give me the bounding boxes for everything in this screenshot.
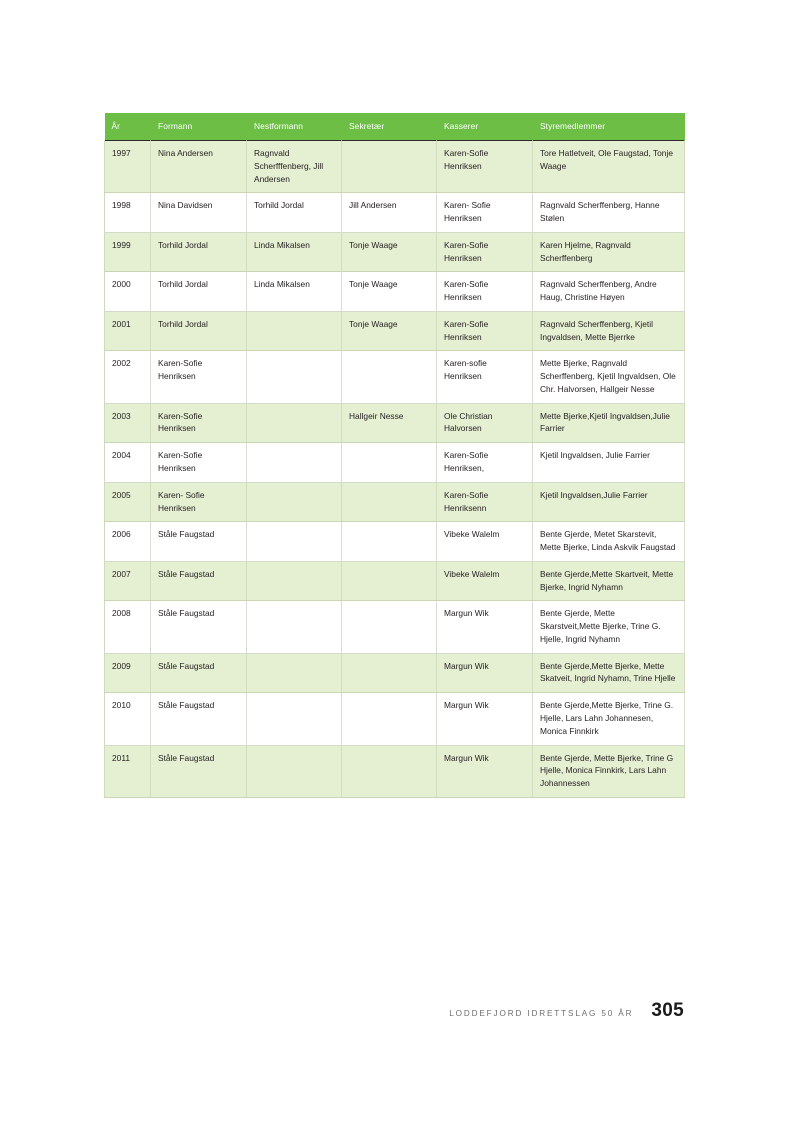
cell-kasserer: Karen-Sofie Henriksen,: [437, 443, 533, 483]
cell-styremedlemmer: Bente Gjerde, Metet Skarstevit, Mette Bjerke, Linda Askvik Faugstad: [533, 522, 685, 562]
table-row: [105, 601, 685, 653]
cell-sekretar: [342, 653, 437, 693]
cell-nestformann: [247, 745, 342, 797]
cell-sekretar: Hallgeir Nesse: [342, 403, 437, 443]
table-row: [105, 653, 685, 693]
cell-ar: 1998: [105, 193, 151, 233]
cell-ar: 2006: [105, 522, 151, 562]
cell-ar: 2001: [105, 311, 151, 351]
cell-nestformann: [247, 653, 342, 693]
cell-kasserer: Margun Wik: [437, 693, 533, 745]
cell-ar: 1997: [105, 141, 151, 193]
cell-ar: 2002: [105, 351, 151, 403]
cell-kasserer: Vibeke Walelm: [437, 522, 533, 562]
cell-ar: 2010: [105, 693, 151, 745]
cell-ar: 2003: [105, 403, 151, 443]
cell-kasserer: Ole Christian Halvorsen: [437, 403, 533, 443]
cell-formann: Karen-Sofie Henriksen: [151, 403, 247, 443]
cell-formann: Ståle Faugstad: [151, 601, 247, 653]
cell-ar: 1999: [105, 232, 151, 272]
cell-ar: 2009: [105, 653, 151, 693]
footer-page-number: 305: [651, 1000, 684, 1021]
cell-formann: Nina Davidsen: [151, 193, 247, 233]
cell-sekretar: [342, 601, 437, 653]
cell-styremedlemmer: Ragnvald Scherffenberg, Andre Haug, Christine Høyen: [533, 272, 685, 312]
cell-sekretar: [342, 351, 437, 403]
table-row: [105, 403, 685, 443]
table-header: [105, 113, 685, 141]
cell-styremedlemmer: Bente Gjerde, Mette Skarstveit,Mette Bjerke, Trine G. Hjelle, Ingrid Nyhamn: [533, 601, 685, 653]
table-row: [105, 141, 685, 193]
cell-kasserer: Vibeke Walelm: [437, 561, 533, 601]
cell-formann: Karen-Sofie Henriksen: [151, 443, 247, 483]
table-row: [105, 193, 685, 233]
cell-nestformann: [247, 561, 342, 601]
cell-nestformann: Ragnvald Scherfffenberg, Jill Andersen: [247, 141, 342, 193]
cell-ar: 2008: [105, 601, 151, 653]
cell-kasserer: Karen-sofie Henriksen: [437, 351, 533, 403]
cell-kasserer: Karen-Sofie Henriksen: [437, 272, 533, 312]
cell-kasserer: Karen-Sofie Henriksenn: [437, 482, 533, 522]
cell-nestformann: [247, 693, 342, 745]
cell-kasserer: Karen- Sofie Henriksen: [437, 193, 533, 233]
cell-nestformann: Linda Mikalsen: [247, 272, 342, 312]
cell-formann: Ståle Faugstad: [151, 693, 247, 745]
table-row: [105, 232, 685, 272]
cell-nestformann: Linda Mikalsen: [247, 232, 342, 272]
cell-ar: 2011: [105, 745, 151, 797]
cell-sekretar: Tonje Waage: [342, 311, 437, 351]
column-header-styremedlemmer: Styremedlemmer: [533, 113, 685, 141]
table-row: [105, 351, 685, 403]
cell-kasserer: Karen-Sofie Henriksen: [437, 141, 533, 193]
column-header-kasserer: Kasserer: [437, 113, 533, 141]
cell-styremedlemmer: Karen Hjelme, Ragnvald Scherffenberg: [533, 232, 685, 272]
cell-nestformann: [247, 403, 342, 443]
cell-ar: 2004: [105, 443, 151, 483]
cell-sekretar: [342, 443, 437, 483]
cell-nestformann: [247, 443, 342, 483]
cell-formann: Torhild Jordal: [151, 272, 247, 312]
table-row: [105, 443, 685, 483]
table-row: [105, 745, 685, 797]
cell-sekretar: [342, 522, 437, 562]
cell-styremedlemmer: Mette Bjerke,Kjetil Ingvaldsen,Julie Farrier: [533, 403, 685, 443]
cell-kasserer: Margun Wik: [437, 653, 533, 693]
cell-formann: Ståle Faugstad: [151, 745, 247, 797]
cell-sekretar: [342, 745, 437, 797]
cell-formann: Torhild Jordal: [151, 232, 247, 272]
column-header-ar: År: [105, 113, 151, 141]
board-history-table: [104, 113, 685, 798]
cell-formann: Karen-Sofie Henriksen: [151, 351, 247, 403]
cell-formann: Torhild Jordal: [151, 311, 247, 351]
cell-sekretar: Jill Andersen: [342, 193, 437, 233]
cell-kasserer: Margun Wik: [437, 601, 533, 653]
cell-formann: Ståle Faugstad: [151, 653, 247, 693]
table-row: [105, 311, 685, 351]
cell-sekretar: [342, 141, 437, 193]
cell-styremedlemmer: Ragnvald Scherffenberg, Kjetil Ingvaldsen, Mette Bjerrke: [533, 311, 685, 351]
cell-sekretar: Tonje Waage: [342, 272, 437, 312]
table-header-row: [105, 113, 685, 141]
cell-sekretar: [342, 561, 437, 601]
cell-sekretar: [342, 482, 437, 522]
cell-sekretar: [342, 693, 437, 745]
cell-styremedlemmer: Bente Gjerde,Mette Bjerke, Mette Skatveit, Ingrid Nyhamn, Trine Hjelle: [533, 653, 685, 693]
cell-formann: Nina Andersen: [151, 141, 247, 193]
cell-kasserer: Margun Wik: [437, 745, 533, 797]
cell-formann: Ståle Faugstad: [151, 522, 247, 562]
cell-styremedlemmer: Kjetil Ingvaldsen,Julie Farrier: [533, 482, 685, 522]
column-header-formann: Formann: [151, 113, 247, 141]
cell-sekretar: Tonje Waage: [342, 232, 437, 272]
table-body: [105, 141, 685, 798]
table-row: [105, 693, 685, 745]
column-header-nestformann: Nestformann: [247, 113, 342, 141]
cell-ar: 2005: [105, 482, 151, 522]
cell-ar: 2000: [105, 272, 151, 312]
cell-kasserer: Karen-Sofie Henriksen: [437, 311, 533, 351]
column-header-sekretar: Sekretær: [342, 113, 437, 141]
cell-nestformann: [247, 311, 342, 351]
cell-styremedlemmer: Ragnvald Scherffenberg, Hanne Stølen: [533, 193, 685, 233]
table-row: [105, 561, 685, 601]
cell-styremedlemmer: Bente Gjerde,Mette Skartveit, Mette Bjerke, Ingrid Nyhamn: [533, 561, 685, 601]
cell-nestformann: [247, 601, 342, 653]
cell-formann: Karen- Sofie Henriksen: [151, 482, 247, 522]
cell-styremedlemmer: Kjetil Ingvaldsen, Julie Farrier: [533, 443, 685, 483]
table-row: [105, 522, 685, 562]
cell-nestformann: [247, 482, 342, 522]
cell-nestformann: Torhild Jordal: [247, 193, 342, 233]
cell-styremedlemmer: Tore Hatletveit, Ole Faugstad, Tonje Waage: [533, 141, 685, 193]
cell-formann: Ståle Faugstad: [151, 561, 247, 601]
cell-styremedlemmer: Mette Bjerke, Ragnvald Scherffenberg, Kjetil Ingvaldsen, Ole Chr. Halvorsen, Hallgeir Nesse: [533, 351, 685, 403]
cell-kasserer: Karen-Sofie Henriksen: [437, 232, 533, 272]
page-footer: [0, 1000, 684, 1022]
table-row: [105, 482, 685, 522]
cell-ar: 2007: [105, 561, 151, 601]
table-row: [105, 272, 685, 312]
cell-styremedlemmer: Bente Gjerde,Mette Bjerke, Trine G. Hjelle, Lars Lahn Johannesen, Monica Finnkirk: [533, 693, 685, 745]
footer-publication-title: LODDEFJORD IDRETTSLAG 50 ÅR: [449, 1009, 634, 1018]
cell-styremedlemmer: Bente Gjerde, Mette Bjerke, Trine G Hjelle, Monica Finnkirk, Lars Lahn Johannessen: [533, 745, 685, 797]
cell-nestformann: [247, 522, 342, 562]
cell-nestformann: [247, 351, 342, 403]
